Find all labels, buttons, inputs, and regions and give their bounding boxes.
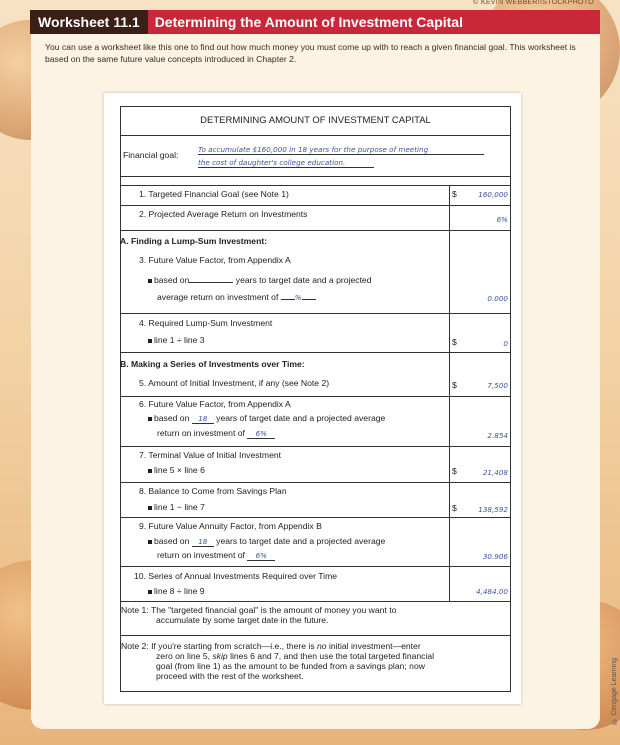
line-10-label: 10. Series of Annual Investments Required over Time <box>134 571 338 581</box>
dollar-sign: $ <box>452 466 457 476</box>
line-4-sub: line 1 ÷ line 3 <box>148 335 205 345</box>
line-7-label: 7. Terminal Value of Initial Investment <box>139 450 282 460</box>
line-8-value: 138,592 <box>478 505 508 514</box>
line-1-value: 160,000 <box>478 190 508 199</box>
line-6-value: 2.854 <box>487 431 508 440</box>
intro-text: You can use a worksheet like this one to find out how much money you must come up with to reach a given financial goal. This worksheet is based on the same future value concepts introduced in Chapter 2. <box>45 42 576 64</box>
publisher-credit: © Cengage Learning <box>611 658 618 725</box>
worksheet-number: Worksheet 11.1 <box>30 10 148 34</box>
line-9-value: 30.906 <box>482 552 508 561</box>
section-b-heading: B. Making a Series of Investments over Time: <box>120 359 305 369</box>
dollar-sign: $ <box>452 337 457 347</box>
financial-goal-label: Financial goal: <box>123 150 179 160</box>
worksheet-title: Determining the Amount of Investment Capital <box>154 14 463 30</box>
line-5-value: 7,500 <box>487 381 508 390</box>
line-4-value: 0 <box>503 339 508 348</box>
line-2-value: 6% <box>496 215 508 224</box>
line-7-value: 21,408 <box>482 468 508 477</box>
dollar-sign: $ <box>452 503 457 513</box>
line-3-text-a: based on years to target date and a projected <box>148 275 371 285</box>
financial-goal-line2: the cost of daughter's college education. <box>198 158 374 168</box>
line-3-text-c: average return on investment of % <box>157 292 316 302</box>
line-3-label: 3. Future Value Factor, from Appendix A <box>139 255 291 265</box>
worksheet-heading: DETERMINING AMOUNT OF INVESTMENT CAPITAL <box>200 115 431 126</box>
line-6-text-c: return on investment of 6% <box>157 428 275 439</box>
line-2-label: 2. Projected Average Return on Investments <box>139 209 308 219</box>
line-10-value: 4,484.00 <box>475 587 508 596</box>
line-3-value: 0.000 <box>487 294 508 303</box>
line-9-text-a: based on 18 years to target date and a projected average <box>148 536 385 547</box>
section-a-heading: A. Finding a Lump-Sum Investment: <box>120 236 268 246</box>
dollar-sign: $ <box>452 189 457 199</box>
worksheet-title-bar <box>31 10 600 34</box>
note-2: Note 2: If you're starting from scratch—i.e., there is no initial investment—enter zero on line 5, skip lines 6 and 7, and then use the total targeted financial goal (from line 1) as the amount to be funded from a savings plan; now proceed with the rest of the worksheet. <box>121 641 435 681</box>
line-10-sub: line 8 ÷ line 9 <box>148 586 205 596</box>
photo-credit: © KEVIN WEBBER/ISTOCKPHOTO <box>473 0 594 6</box>
line-5-label: 5. Amount of Initial Investment, if any (see Note 2) <box>139 378 330 388</box>
line-6-label: 6. Future Value Factor, from Appendix A <box>139 399 291 409</box>
financial-goal-line1: To accumulate $160,000 in 18 years for the purpose of meeting <box>198 145 484 155</box>
line-6-text-a: based on 18 years of target date and a projected average <box>148 413 385 424</box>
line-8-label: 8. Balance to Come from Savings Plan <box>139 486 287 496</box>
line-9-label: 9. Future Value Annuity Factor, from Appendix B <box>139 521 322 531</box>
note-1: Note 1: The "targeted financial goal" is the amount of money you want to accumulate by some target date in the future. <box>121 605 397 625</box>
line-4-label: 4. Required Lump-Sum Investment <box>139 318 273 328</box>
line-7-sub: line 5 × line 6 <box>148 465 205 475</box>
line-9-text-c: return on investment of 6% <box>157 550 275 561</box>
dollar-sign: $ <box>452 380 457 390</box>
line-1-label: 1. Targeted Financial Goal (see Note 1) <box>139 189 289 199</box>
line-8-sub: line 1 − line 7 <box>148 502 205 512</box>
